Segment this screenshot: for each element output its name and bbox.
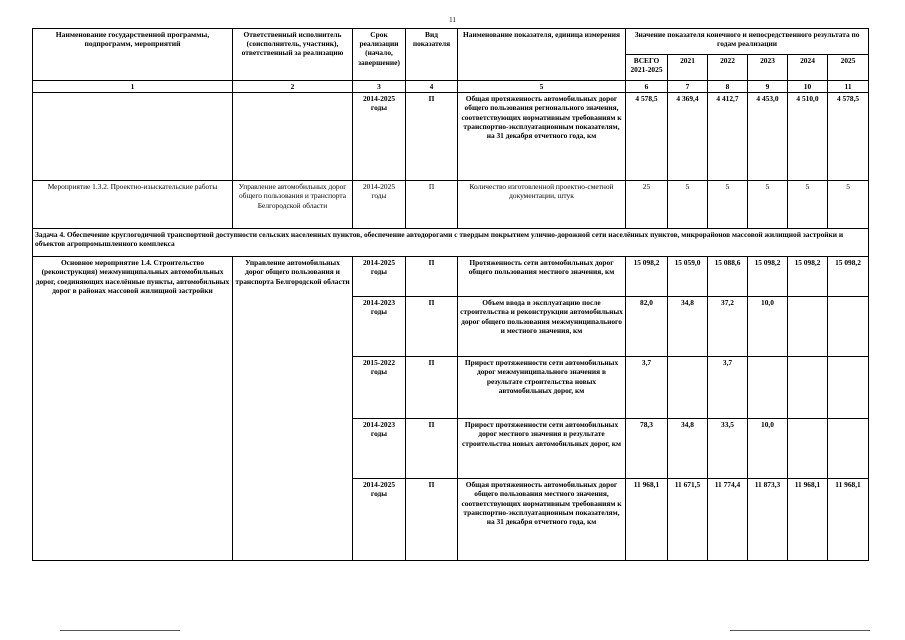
value-cell [828, 357, 869, 419]
column-number: 10 [788, 81, 828, 93]
page-number: 11 [449, 16, 456, 24]
value-cell: 4 578,5 [626, 93, 668, 181]
value-cell: 4 453,0 [748, 93, 788, 181]
period-cell: 2014-2023 годы [353, 297, 406, 357]
indicator-cell: Прирост протяженности сети автомобильных дорог местного значения в результате строительства новых автомобильных дорог, км [458, 419, 626, 479]
task-row [33, 229, 869, 257]
program-cell [33, 93, 233, 181]
kind-cell: П [406, 357, 458, 419]
column-number: 4 [406, 81, 458, 93]
value-cell: 3,7 [626, 357, 668, 419]
indicator-cell: Объем ввода в эксплуатацию после строительства и реконструкции автомобильных дорог общего пользования межмуниципального и местного значения, км [458, 297, 626, 357]
value-cell: 15 098,2 [748, 257, 788, 297]
executor-cell: Управление автомобильных дорог общего пользования и транспорта Белгородской области [233, 257, 353, 561]
column-number: 5 [458, 81, 626, 93]
period-cell: 2014-2025 годы [353, 181, 406, 229]
value-cell: 15 088,6 [708, 257, 748, 297]
column-number: 1 [33, 81, 233, 93]
kind-cell: П [406, 93, 458, 181]
value-cell: 78,3 [626, 419, 668, 479]
column-number: 11 [828, 81, 869, 93]
task-4-text: Задача 4. Обеспечение круглогодичной транспортной доступности сельских населенных пунктов, обеспечение автодорогами с твердым покрытием улично-дорожной сети населённых пунктов, микрорайонов массовой жилищной застройки и объектов агропромышленного комплекса [33, 229, 869, 257]
table-row [33, 181, 869, 229]
value-cell: 4 510,0 [788, 93, 828, 181]
value-cell: 15 098,2 [828, 257, 869, 297]
header-executor: Ответственный исполнитель (соисполнитель, участник), ответственный за реализацию [233, 29, 353, 81]
value-cell [788, 297, 828, 357]
value-cell: 11 968,1 [788, 479, 828, 561]
executor-cell [233, 93, 353, 181]
kind-cell: П [406, 181, 458, 229]
column-number: 3 [353, 81, 406, 93]
header-year: 2021 [668, 55, 708, 81]
value-cell [828, 297, 869, 357]
indicators-table [32, 28, 869, 561]
value-cell: 11 968,1 [828, 479, 869, 561]
value-cell: 15 059,0 [668, 257, 708, 297]
value-cell: 5 [828, 181, 869, 229]
value-cell: 11 968,1 [626, 479, 668, 561]
period-cell: 2014-2023 годы [353, 419, 406, 479]
indicator-cell: Общая протяженность автомобильных дорог общего пользования местного значения, соответствующих нормативным требованиям к транспортно-эксплуатационным показателям, на 31 декабря отчетного года, км [458, 479, 626, 561]
kind-cell: П [406, 257, 458, 297]
period-cell: 2014-2025 годы [353, 93, 406, 181]
period-cell: 2015-2022 годы [353, 357, 406, 419]
scan-mark [730, 630, 870, 631]
column-number: 9 [748, 81, 788, 93]
column-number: 7 [668, 81, 708, 93]
header-values-group: Значение показателя конечного и непосредственного результата по годам реализации [626, 29, 869, 55]
value-cell: 10,0 [748, 297, 788, 357]
program-cell: Мероприятие 1.3.2. Проектно-изыскательские работы [33, 181, 233, 229]
header-year: 2022 [708, 55, 748, 81]
header-year: 2025 [828, 55, 869, 81]
value-cell [788, 419, 828, 479]
header-period: Срок реализации (начало, завершение) [353, 29, 406, 81]
kind-cell: П [406, 419, 458, 479]
value-cell: 4 578,5 [828, 93, 869, 181]
kind-cell: П [406, 479, 458, 561]
indicator-cell: Протяженность сети автомобильных дорог общего пользования местного значения, км [458, 257, 626, 297]
header-indicator: Наименование показателя, единица измерения [458, 29, 626, 81]
value-cell: 33,5 [708, 419, 748, 479]
value-cell: 82,0 [626, 297, 668, 357]
value-cell [748, 357, 788, 419]
table-row [33, 257, 869, 297]
value-cell: 25 [626, 181, 668, 229]
indicator-cell: Общая протяженность автомобильных дорог общего пользования регионального значения, соответствующих нормативным требованиям к транспортно-эксплуатационным показателям, на 31 декабря отчетного года, км [458, 93, 626, 181]
value-cell [828, 419, 869, 479]
period-cell: 2014-2025 годы [353, 257, 406, 297]
value-cell: 5 [788, 181, 828, 229]
header-year: 2023 [748, 55, 788, 81]
column-number: 2 [233, 81, 353, 93]
header-total: ВСЕГО 2021-2025 [626, 55, 668, 81]
value-cell: 37,2 [708, 297, 748, 357]
value-cell: 11 671,5 [668, 479, 708, 561]
period-cell: 2014-2025 годы [353, 479, 406, 561]
table-row [33, 93, 869, 181]
value-cell: 10,0 [748, 419, 788, 479]
value-cell: 34,8 [668, 297, 708, 357]
value-cell [668, 357, 708, 419]
value-cell: 11 774,4 [708, 479, 748, 561]
value-cell: 11 873,3 [748, 479, 788, 561]
program-cell: Основное мероприятие 1.4. Строительство (реконструкция) межмуниципальных автомобильных дорог, соединяющих населённые пункты, автомобильных дорог в районах массовой жилищной застройки [33, 257, 233, 561]
value-cell: 5 [668, 181, 708, 229]
value-cell: 4 412,7 [708, 93, 748, 181]
header-year: 2024 [788, 55, 828, 81]
indicator-cell: Количество изготовленной проектно-сметной документации, штук [458, 181, 626, 229]
value-cell: 15 098,2 [788, 257, 828, 297]
value-cell: 34,8 [668, 419, 708, 479]
value-cell: 5 [708, 181, 748, 229]
value-cell: 4 369,4 [668, 93, 708, 181]
header-program: Наименование государственной программы, подпрограмм, мероприятий [33, 29, 233, 81]
value-cell: 3,7 [708, 357, 748, 419]
header-kind: Вид показателя [406, 29, 458, 81]
value-cell: 5 [748, 181, 788, 229]
column-number: 8 [708, 81, 748, 93]
scan-mark [60, 630, 180, 631]
kind-cell: П [406, 297, 458, 357]
executor-cell: Управление автомобильных дорог общего пользования и транспорта Белгородской области [233, 181, 353, 229]
indicator-cell: Прирост протяженности сети автомобильных дорог межмуниципального значения в результате строительства новых автомобильных дорог, км [458, 357, 626, 419]
column-number: 6 [626, 81, 668, 93]
value-cell: 15 098,2 [626, 257, 668, 297]
value-cell [788, 357, 828, 419]
